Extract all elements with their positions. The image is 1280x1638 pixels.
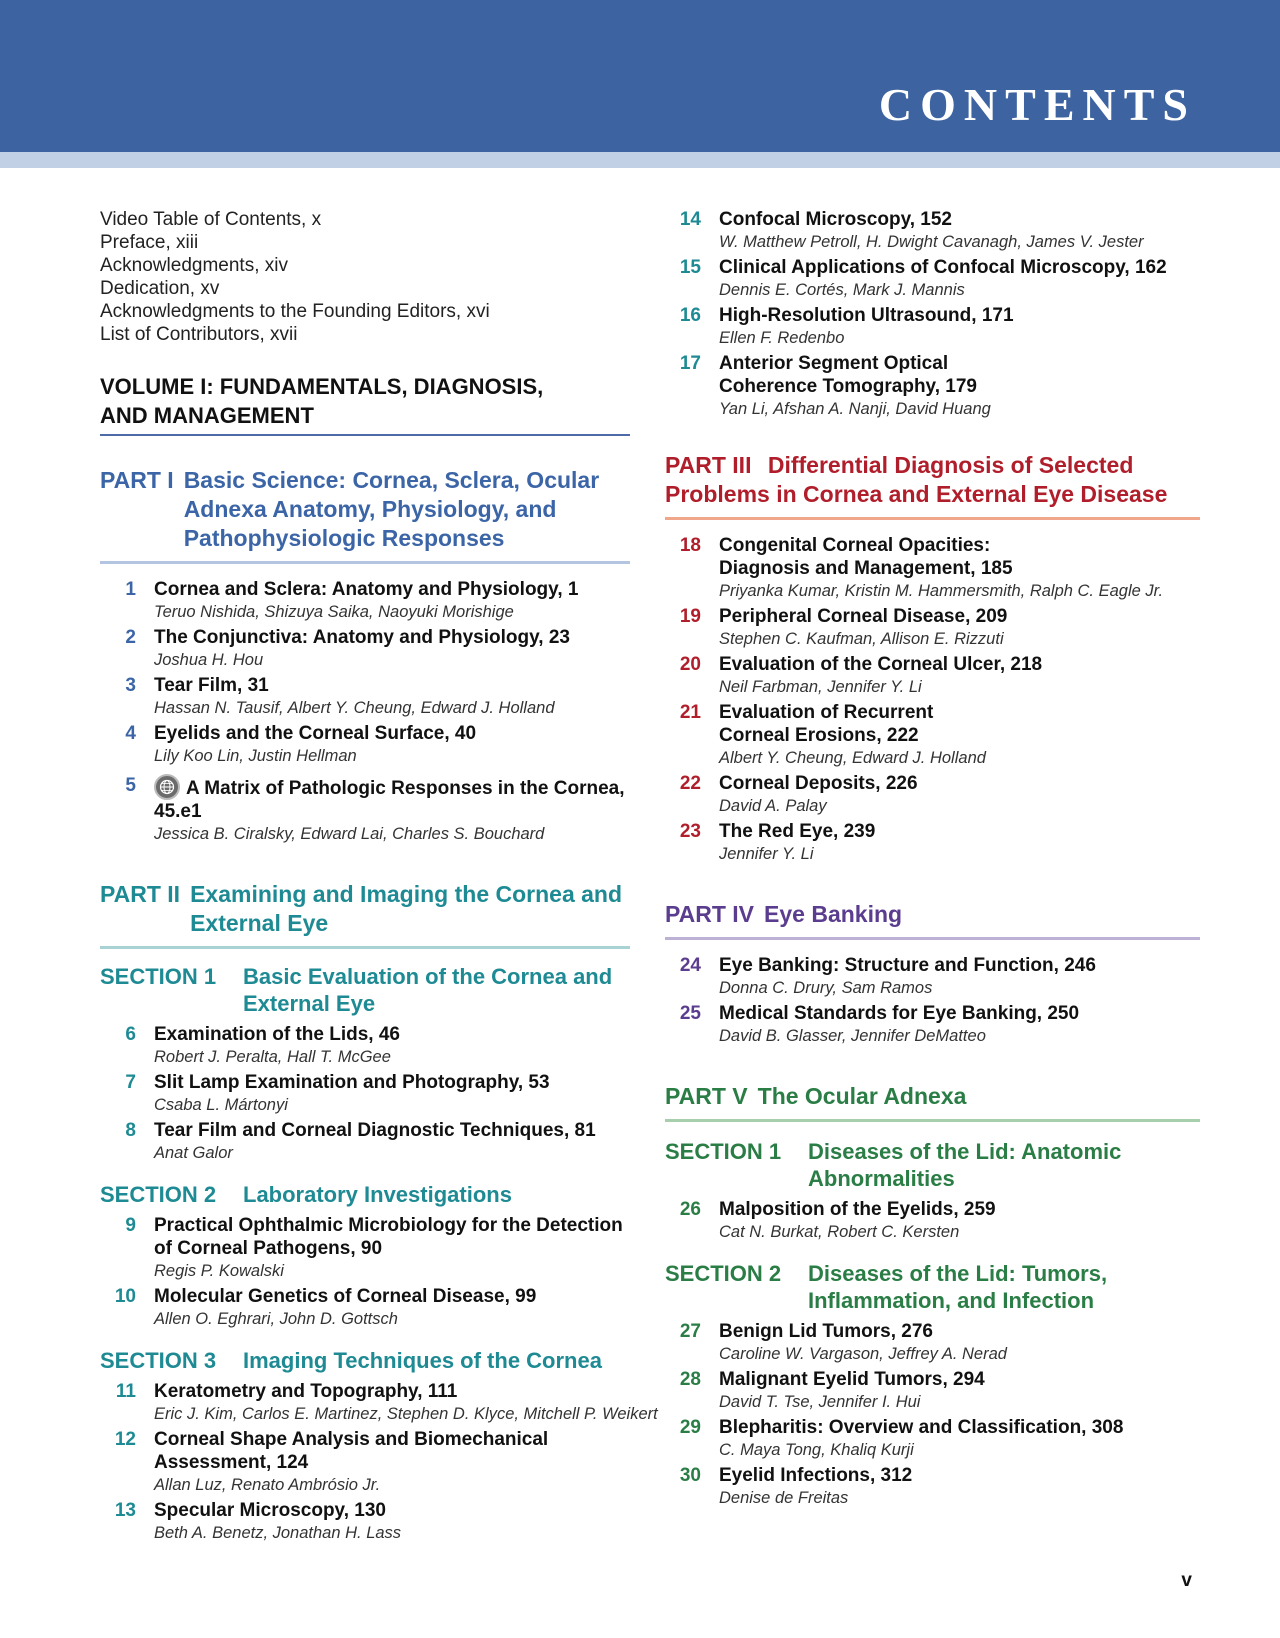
chapter-title: Benign Lid Tumors, 276: [719, 1321, 933, 1342]
chapter-number: 25: [679, 1003, 701, 1024]
part-heading: [665, 451, 1200, 520]
chapter-authors: Stephen C. Kaufman, Allison E. Rizzuti: [719, 630, 1004, 648]
chapter-title: Peripheral Corneal Disease, 209: [719, 606, 1008, 627]
chapter-list: [665, 954, 1200, 1048]
chapter-authors: C. Maya Tong, Khaliq Kurji: [719, 1441, 914, 1459]
chapter-number: 15: [679, 257, 701, 278]
chapter-entry[interactable]: [665, 772, 1200, 818]
chapter-title: The Conjunctiva: Anatomy and Physiology, 23: [154, 627, 570, 648]
header-banner: [0, 0, 1280, 152]
chapter-authors: Jessica B. Ciralsky, Edward Lai, Charles S. Bouchard: [154, 825, 545, 843]
chapter-number: 30: [679, 1465, 701, 1486]
chapter-title: Tear Film, 31: [154, 675, 269, 696]
chapter-number: 11: [115, 1381, 136, 1402]
section-title: Basic Evaluation of the Cornea and External Eye: [243, 964, 613, 1016]
part-label: PART IV: [665, 901, 755, 927]
chapter-title: A Matrix of Pathologic Responses in the Cornea, 45.e1: [154, 778, 625, 822]
chapter-entry[interactable]: [665, 1368, 1200, 1414]
section-heading: [100, 963, 630, 1017]
chapter-entry[interactable]: [665, 1416, 1200, 1462]
chapter-title: Corneal Deposits, 226: [719, 773, 918, 794]
chapter-authors: Csaba L. Mártonyi: [154, 1096, 288, 1114]
chapter-entry[interactable]: [100, 774, 630, 846]
chapter-number: 7: [125, 1072, 136, 1093]
section-label: SECTION 2: [100, 1182, 217, 1207]
chapter-entry[interactable]: [100, 1214, 630, 1283]
left-column: [100, 208, 658, 1547]
section-title: Diseases of the Lid: Tumors, Inflammation, and Infection: [808, 1261, 1108, 1313]
chapter-title: Eyelid Infections, 312: [719, 1465, 913, 1486]
front-matter-item: List of Contributors, xvii: [100, 324, 298, 345]
part-title: Basic Science: Cornea, Sclera, Ocular Adnexa Anatomy, Physiology, and Pathophysiologic Responses: [183, 467, 600, 551]
chapter-authors: Priyanka Kumar, Kristin M. Hammersmith, Ralph C. Eagle Jr.: [719, 582, 1164, 600]
chapter-list: [665, 1320, 1200, 1510]
chapter-number: 10: [114, 1286, 136, 1307]
chapter-title: High-Resolution Ultrasound, 171: [719, 305, 1014, 326]
front-matter-item: Acknowledgments, xiv: [100, 255, 288, 276]
chapter-authors: Beth A. Benetz, Jonathan H. Lass: [154, 1524, 402, 1542]
chapter-entry[interactable]: [665, 256, 1200, 302]
chapter-title: Cornea and Sclera: Anatomy and Physiology, 1: [154, 579, 579, 600]
chapter-authors: Lily Koo Lin, Justin Hellman: [154, 747, 357, 765]
chapter-number: 1: [125, 579, 136, 600]
chapter-title: Clinical Applications of Confocal Microscopy, 162: [719, 257, 1167, 278]
chapter-number: 24: [679, 955, 701, 976]
chapter-authors: Allan Luz, Renato Ambrósio Jr.: [154, 1476, 381, 1494]
part-label: PART I: [100, 467, 174, 493]
chapter-list: [665, 208, 1200, 421]
part-label: PART II: [100, 881, 181, 907]
section-title: Imaging Techniques of the Cornea: [243, 1348, 602, 1373]
chapter-list: [100, 1380, 658, 1545]
chapter-entry[interactable]: [665, 1198, 1200, 1244]
chapter-entry[interactable]: [100, 722, 630, 768]
part-heading: [665, 1082, 1200, 1122]
chapter-title: Medical Standards for Eye Banking, 250: [719, 1003, 1080, 1024]
chapter-title: Molecular Genetics of Corneal Disease, 99: [154, 1286, 537, 1307]
section-label: SECTION 3: [100, 1348, 217, 1373]
part-heading: [665, 900, 1200, 940]
chapter-authors: Caroline W. Vargason, Jeffrey A. Nerad: [719, 1345, 1007, 1363]
chapter-authors: Joshua H. Hou: [154, 651, 264, 669]
chapter-title: Malignant Eyelid Tumors, 294: [719, 1369, 985, 1390]
chapter-authors: Regis P. Kowalski: [154, 1262, 284, 1280]
chapter-number: 8: [125, 1120, 136, 1141]
front-matter-list: [100, 208, 630, 346]
chapter-authors: Ellen F. Redenbo: [719, 329, 845, 347]
chapter-authors: David B. Glasser, Jennifer DeMatteo: [719, 1027, 986, 1045]
chapter-authors: Dennis E. Cortés, Mark J. Mannis: [719, 281, 965, 299]
chapter-number: 14: [679, 209, 701, 230]
chapter-title: Tear Film and Corneal Diagnostic Techniques, 81: [154, 1120, 596, 1141]
chapter-entry[interactable]: [100, 1499, 630, 1545]
section-heading: [665, 1138, 1200, 1192]
chapter-title: Congenital Corneal Opacities: Diagnosis and Management, 185: [719, 535, 1013, 579]
chapter-number: 20: [679, 654, 701, 675]
section-title: Diseases of the Lid: Anatomic Abnormalities: [808, 1139, 1122, 1191]
chapter-entry[interactable]: [100, 1023, 630, 1069]
part-label: PART III: [665, 452, 752, 478]
front-matter-item: Video Table of Contents, x: [100, 209, 322, 230]
section-heading: [100, 1347, 630, 1374]
page-title: CONTENTS: [878, 79, 1196, 130]
chapter-authors: Hassan N. Tausif, Albert Y. Cheung, Edward J. Holland: [154, 699, 555, 717]
section-label: SECTION 1: [100, 964, 217, 989]
chapter-authors: Teruo Nishida, Shizuya Saika, Naoyuki Morishige: [154, 603, 514, 621]
volume-heading-line: AND MANAGEMENT: [100, 403, 314, 428]
chapter-entry[interactable]: [665, 534, 1200, 603]
chapter-authors: David A. Palay: [719, 797, 827, 815]
chapter-number: 21: [679, 702, 701, 723]
chapter-list: [665, 534, 1200, 866]
chapter-entry[interactable]: [100, 1119, 630, 1165]
chapter-title: Blepharitis: Overview and Classification, 308: [719, 1417, 1124, 1438]
chapter-number: 26: [679, 1199, 701, 1220]
chapter-number: 29: [679, 1417, 701, 1438]
chapter-entry[interactable]: [100, 1380, 658, 1426]
chapter-number: 13: [114, 1500, 136, 1521]
chapter-number: 22: [679, 773, 701, 794]
chapter-title: Eyelids and the Corneal Surface, 40: [154, 723, 477, 744]
chapter-authors: David T. Tse, Jennifer I. Hui: [719, 1393, 921, 1411]
part-title: Differential Diagnosis of Selected Problems in Cornea and External Eye Disease: [665, 452, 1168, 507]
section-heading: [100, 1181, 630, 1208]
chapter-authors: Robert J. Peralta, Hall T. McGee: [154, 1048, 391, 1066]
front-matter-item: Acknowledgments to the Founding Editors, xvi: [100, 301, 490, 322]
volume-heading: [100, 372, 630, 436]
chapter-authors: Yan Li, Afshan A. Nanji, David Huang: [719, 400, 991, 418]
part-heading: [100, 880, 630, 949]
chapter-number: 17: [679, 353, 701, 374]
chapter-number: 6: [125, 1024, 136, 1045]
chapter-entry[interactable]: [665, 820, 1200, 866]
chapter-number: 23: [679, 821, 701, 842]
chapter-title: Eye Banking: Structure and Function, 246: [719, 955, 1096, 976]
chapter-authors: Denise de Freitas: [719, 1489, 849, 1507]
page-number: v: [1181, 1570, 1192, 1591]
section-label: SECTION 1: [665, 1139, 782, 1164]
chapter-authors: W. Matthew Petroll, H. Dwight Cavanagh, James V. Jester: [719, 233, 1144, 251]
volume-heading-line: VOLUME I: FUNDAMENTALS, DIAGNOSIS,: [100, 374, 544, 399]
front-matter-item: Preface, xiii: [100, 232, 199, 253]
chapter-number: 5: [125, 775, 136, 796]
chapter-number: 4: [125, 723, 136, 744]
section-label: SECTION 2: [665, 1261, 782, 1286]
chapter-entry[interactable]: [665, 1464, 1200, 1510]
chapter-entry[interactable]: [665, 208, 1200, 254]
chapter-entry[interactable]: [665, 954, 1200, 1000]
chapter-authors: Eric J. Kim, Carlos E. Martinez, Stephen D. Klyce, Mitchell P. Weikert: [154, 1405, 658, 1423]
part-title: Eye Banking: [764, 901, 903, 927]
chapter-authors: Anat Galor: [154, 1144, 233, 1162]
chapter-entry[interactable]: [665, 1320, 1200, 1366]
chapter-title: Keratometry and Topography, 111: [154, 1381, 458, 1402]
chapter-title: Slit Lamp Examination and Photography, 53: [154, 1072, 550, 1093]
chapter-entry[interactable]: [100, 578, 630, 624]
chapter-authors: Cat N. Burkat, Robert C. Kersten: [719, 1223, 960, 1241]
chapter-number: 12: [114, 1429, 136, 1450]
chapter-entry[interactable]: [665, 653, 1200, 699]
chapter-number: 27: [679, 1321, 701, 1342]
right-column: [665, 208, 1200, 1512]
chapter-entry[interactable]: [665, 1002, 1200, 1048]
chapter-title: Corneal Shape Analysis and Biomechanical Assessment, 124: [154, 1429, 549, 1473]
chapter-entry[interactable]: [100, 674, 630, 720]
chapter-entry[interactable]: [665, 605, 1200, 651]
chapter-number: 28: [679, 1369, 701, 1390]
chapter-title: Anterior Segment Optical Coherence Tomography, 179: [719, 353, 977, 397]
chapter-title: Examination of the Lids, 46: [154, 1024, 400, 1045]
chapter-entry[interactable]: [100, 1071, 630, 1117]
chapter-number: 2: [125, 627, 136, 648]
chapter-number: 16: [679, 305, 701, 326]
chapter-list: [100, 1023, 630, 1165]
chapter-entry[interactable]: [665, 304, 1200, 350]
chapter-entry[interactable]: [100, 1428, 630, 1497]
chapter-authors: Neil Farbman, Jennifer Y. Li: [719, 678, 922, 696]
globe-icon: [154, 774, 180, 800]
chapter-number: 3: [125, 675, 136, 696]
chapter-entry[interactable]: [100, 626, 630, 672]
chapter-number: 19: [679, 606, 701, 627]
chapter-authors: Allen O. Eghrari, John D. Gottsch: [154, 1310, 398, 1328]
chapter-authors: Albert Y. Cheung, Edward J. Holland: [719, 749, 986, 767]
chapter-title: The Red Eye, 239: [719, 821, 876, 842]
front-matter-item: Dedication, xv: [100, 278, 220, 299]
chapter-entry[interactable]: [665, 701, 1200, 770]
chapter-list: [665, 1198, 1200, 1244]
chapter-entry[interactable]: [100, 1285, 630, 1331]
chapter-entry[interactable]: [665, 352, 1200, 421]
chapter-title: Malposition of the Eyelids, 259: [719, 1199, 996, 1220]
chapter-authors: Donna C. Drury, Sam Ramos: [719, 979, 933, 997]
chapter-title: Evaluation of the Corneal Ulcer, 218: [719, 654, 1043, 675]
chapter-list: [100, 1214, 630, 1331]
chapter-number: 18: [679, 535, 701, 556]
section-title: Laboratory Investigations: [243, 1182, 512, 1207]
part-title: Examining and Imaging the Cornea and External Eye: [190, 881, 623, 936]
chapter-title: Practical Ophthalmic Microbiology for the Detection of Corneal Pathogens, 90: [154, 1215, 623, 1259]
chapter-number: 9: [125, 1215, 136, 1236]
chapter-authors: Jennifer Y. Li: [719, 845, 814, 863]
part-title: The Ocular Adnexa: [757, 1083, 967, 1109]
part-label: PART V: [665, 1083, 748, 1109]
part-heading: [100, 466, 630, 564]
chapter-list: [100, 578, 630, 846]
chapter-title: Evaluation of Recurrent Corneal Erosions, 222: [719, 702, 934, 746]
chapter-title: Specular Microscopy, 130: [154, 1500, 386, 1521]
header-band: [0, 152, 1280, 168]
chapter-title: Confocal Microscopy, 152: [719, 209, 952, 230]
section-heading: [665, 1260, 1200, 1314]
